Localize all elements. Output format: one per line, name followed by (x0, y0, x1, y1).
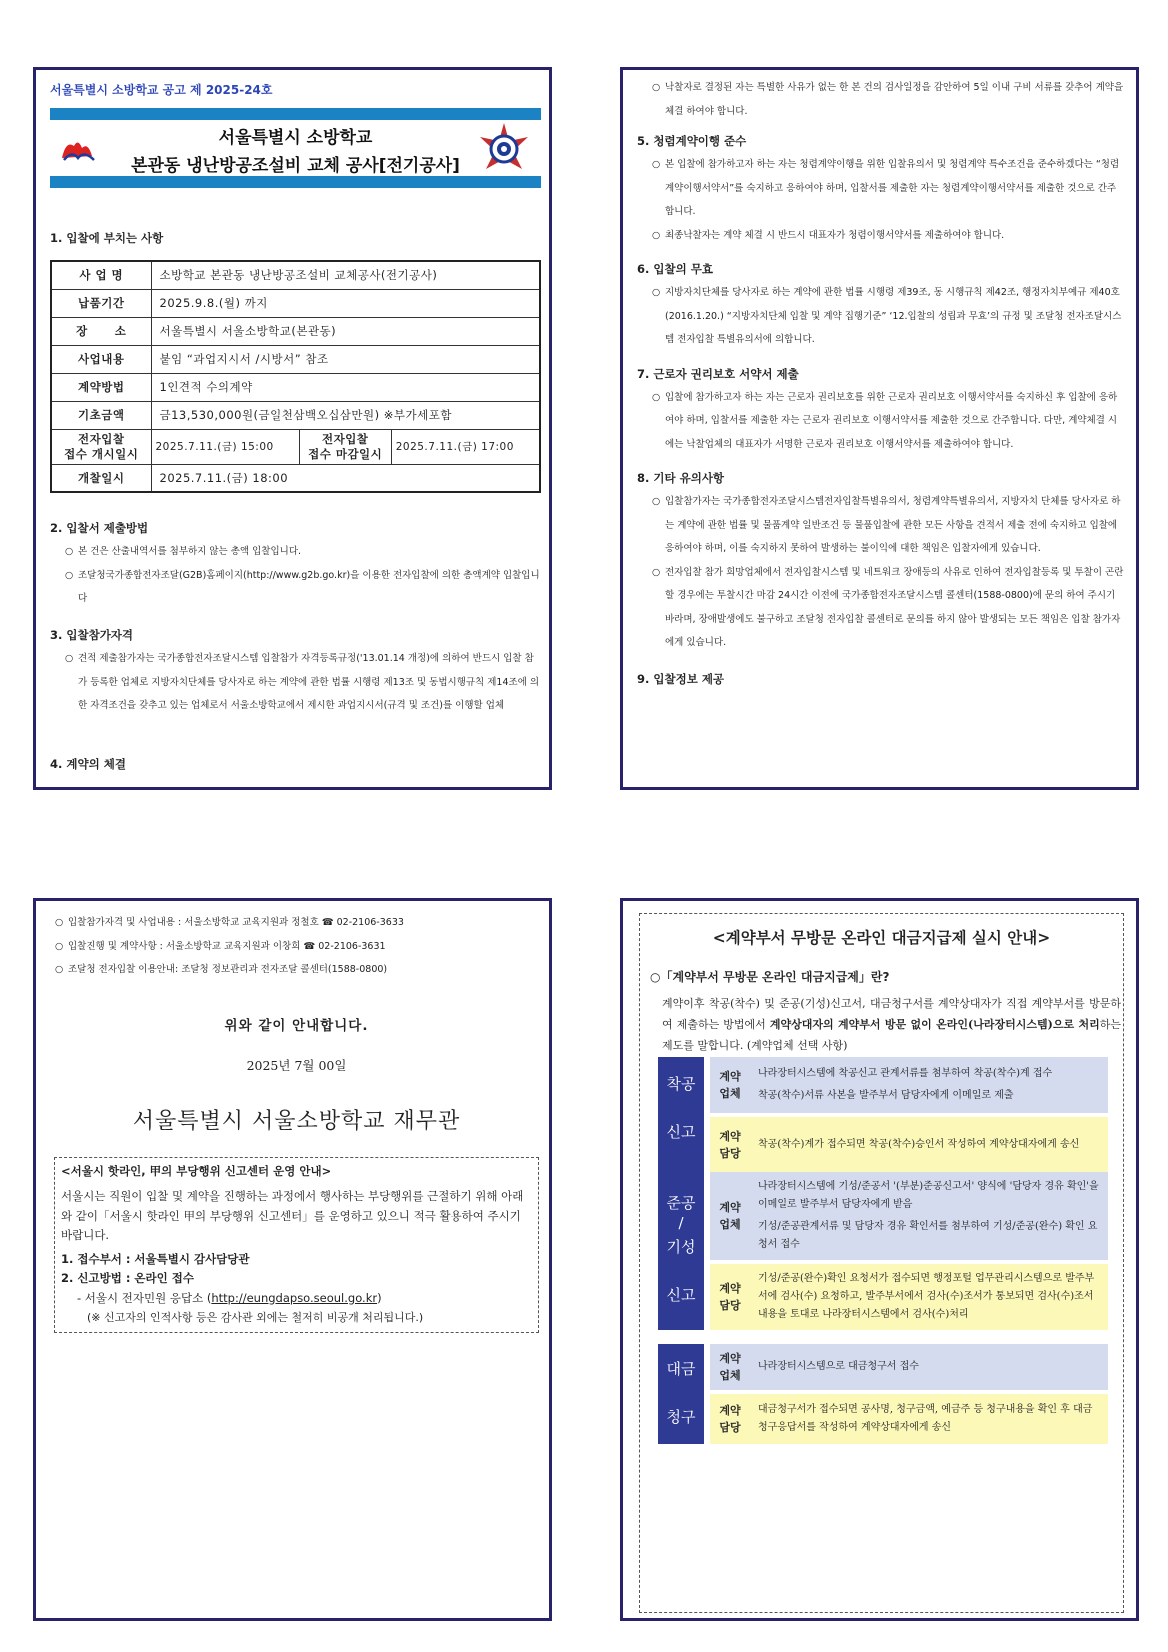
flow-row-text: 착공(착수)서류 사본을 발주부서 담당자에게 이메일로 제출 (758, 1090, 1014, 1101)
table-cell: 1인견적 수의계약 (151, 373, 540, 401)
flow-row-actor: 계약 업체 (719, 1201, 741, 1231)
title-banner (50, 108, 541, 188)
table-row (51, 464, 540, 492)
table-cell: 2025.7.11.(금) 17:00 (391, 429, 540, 464)
fire-emblem-icon (477, 122, 531, 176)
section-4-heading: 4. 계약의 체결 (50, 757, 126, 771)
list-item-text: 입찰참가자는 국가종합전자조달시스템전자입찰특별유의서, 청렴계약특별유의서, 지방자치 단체를 당사자로 하는 계약에 관한 법률 및 물품계약 일반조건 등 물품입찰에 관한 모든 사항을 견적서 제출 전에 숙지하고 입찰에 응하여야 하며, 이를 숙지하지 못하여 발생하는 불이익에 대한 책임은 입찰자에게 있습니다. (665, 496, 1121, 554)
flow-label-text: 신고 (666, 1286, 696, 1304)
contact-text: 입찰진행 및 계약사항 : 서울소방학교 교육지원과 이창희 ☎ 02-2106-3631 (68, 940, 386, 952)
circle-bullet-icon: ○ (65, 569, 74, 581)
circle-bullet-icon: ○ (652, 566, 661, 578)
contact-item (54, 958, 539, 982)
payment-guide-question: ○「계약부서 무방문 온라인 대금지급제」란? (650, 970, 890, 984)
flow-label-text: 신고 (666, 1123, 696, 1141)
contact-text: 조달청 전자입찰 이용안내: 조달청 정보관리과 전자조달 콜센터(1588-0800) (68, 964, 388, 975)
page-3 (33, 898, 552, 1621)
hotline-item-2: 2. 신고방법 : 온라인 접수 (61, 1271, 194, 1285)
table-header-line: 접수 개시일시 (64, 446, 139, 461)
table-cell: 붙임 “과업지시서 /시방서” 참조 (151, 345, 540, 373)
flow-label-text: 청구 (666, 1408, 696, 1426)
flow-group-start (658, 1057, 1108, 1177)
section-5-heading: 5. 청렴계약이행 준수 (637, 134, 747, 148)
flow-row-actor: 계약 담당 (719, 1282, 741, 1312)
flow-row-actor: 계약 업체 (719, 1352, 741, 1382)
circle-bullet-icon: ○ (652, 82, 661, 93)
flow-label-text: 착공 (666, 1075, 696, 1093)
flow-row (710, 1264, 1108, 1330)
table-header-cell: 개찰일시 (51, 464, 151, 492)
contact-item (54, 935, 539, 959)
flow-label-text: 준공 (666, 1194, 696, 1212)
circle-bullet-icon: ○ (652, 391, 661, 403)
flow-row-content (752, 1057, 1108, 1113)
flow-group-payment (658, 1344, 1108, 1446)
list-item (50, 564, 541, 611)
circle-bullet-icon: ○ (652, 159, 661, 170)
table-cell: 서울특별시 서울소방학교(본관동) (151, 317, 540, 345)
flow-label-text: 대금 (666, 1360, 696, 1378)
flow-label-completion (658, 1172, 704, 1330)
circle-bullet-icon: ○ (652, 496, 661, 507)
hotline-link[interactable]: http://eungdapso.seoul.go.kr (211, 1290, 378, 1305)
section-2-heading: 2. 입찰서 제출방법 (50, 521, 149, 535)
table-header-cell: 사업내용 (51, 345, 151, 373)
section-3 (50, 617, 541, 718)
flow-row (710, 1117, 1108, 1173)
table-header-line: 전자입찰 (321, 431, 369, 446)
hotline-item-1: 1. 접수부서 : 서울특별시 감사담당관 (61, 1251, 250, 1266)
table-cell: 2025.7.11.(금) 15:00 (151, 429, 299, 464)
flow-row-actor: 계약 담당 (719, 1130, 741, 1160)
table-header-cell: 기초금액 (51, 401, 151, 429)
page-3-body (54, 911, 539, 1333)
flow-row-content (752, 1394, 1108, 1444)
flow-group-completion (658, 1172, 1108, 1332)
signer-name: 서울특별시 서울소방학교 재무관 (132, 1108, 461, 1134)
table-row (51, 317, 540, 345)
banner-title (50, 124, 541, 180)
list-item-text: 조달청국가종합전자조달(G2B)홈페이지(http://www.g2b.go.kr)을 이용한 전자입찰에 의한 총액계약 입찰입니다 (78, 569, 540, 604)
list-item (637, 490, 1125, 561)
hotline-item-3-text: - 서울시 전자민원 응답소 ( (77, 1290, 212, 1305)
flow-row-content (752, 1264, 1108, 1330)
table-cell: 2025.9.8.(월) 까지 (151, 289, 540, 317)
table-header-cell (51, 429, 151, 464)
hotline-notice-box (54, 1157, 539, 1333)
section-6-heading: 6. 입찰의 무효 (637, 262, 713, 276)
section-3-heading: 3. 입찰참가자격 (50, 628, 134, 642)
table-cell: 소방학교 본관동 냉난방공조설비 교체공사(전기공사) (151, 261, 540, 289)
table-header-cell: 계약방법 (51, 373, 151, 401)
circle-bullet-icon: ○ (55, 917, 64, 928)
table-header-cell: 사 업 명 (51, 261, 151, 289)
hotline-description: 서울시는 직원이 입찰 및 계약을 진행하는 과정에서 행사하는 부당행위를 근절하기 위해 아래와 같이「서울시 핫라인 甲의 부당행위 신고센터」를 운영하고 있으니 적극 활용하여 주시기 바랍니다. (61, 1189, 524, 1242)
flow-row-text: 나라장터시스템으로 대금청구서 접수 (758, 1361, 919, 1372)
flow-row-text: 착공(착수)계가 접수되면 착공(착수)승인서 작성하여 계약상대자에게 송신 (758, 1139, 1080, 1150)
payment-guide-box (639, 913, 1124, 1613)
page-1 (33, 67, 552, 790)
banner-top-bar (50, 108, 541, 120)
section-7-heading: 7. 근로자 권리보호 서약서 제출 (637, 366, 799, 381)
list-item (637, 224, 1125, 248)
circle-bullet-icon: ○ (65, 653, 74, 664)
flow-row (710, 1057, 1108, 1113)
notice-number: 서울특별시 소방학교 공고 제 2025-24호 (50, 83, 273, 97)
closing-statement: 위와 같이 안내합니다. (224, 1017, 369, 1034)
list-item-text: 낙찰자로 결정된 자는 특별한 사유가 없는 한 본 건의 검사일정을 감안하여 5일 이내 구비 서류를 갖추어 계약을 체결 하여야 합니다. (665, 82, 1124, 117)
section-2 (50, 510, 541, 611)
section-8-heading: 8. 기타 유의사항 (637, 471, 725, 485)
hotline-item-3-text-end: ) (377, 1290, 382, 1305)
flow-row (710, 1344, 1108, 1390)
bid-info-table (50, 260, 541, 493)
flow-row-content (752, 1117, 1108, 1173)
circle-bullet-icon: ○ (55, 940, 64, 952)
circle-bullet-icon: ○ (65, 546, 74, 557)
payment-guide-description (662, 993, 1121, 1056)
section-1-heading: 1. 입찰에 부치는 사항 (50, 231, 164, 245)
table-cell: 금13,530,000원(금일천삼백오십삼만원) ※부가세포함 (151, 401, 540, 429)
contact-text: 입찰참가자격 및 사업내용 : 서울소방학교 교육지원과 정철호 ☎ 02-2106-3633 (68, 917, 404, 928)
page-2 (620, 67, 1139, 790)
payment-guide-title: <계약부서 무방문 온라인 대금지급제 실시 안내> (712, 928, 1051, 947)
table-cell: 2025.7.11.(금) 18:00 (151, 464, 540, 492)
table-row (51, 373, 540, 401)
flow-row-content (752, 1344, 1108, 1390)
list-item-text: 본 입찰에 참가하고자 하는 자는 청렴계약이행을 위한 입찰유의서 및 청렴계약 특수조건을 준수하겠다는 “청렴계약이행서약서”를 숙지하고 응하여야 하며, 입찰서를 제출한 자는 청렴계약이행서약서를 제출한 것으로 간주합니다. (665, 159, 1120, 217)
table-header-cell (299, 429, 391, 464)
flow-label-payment (658, 1344, 704, 1444)
flow-row-content (752, 1172, 1108, 1260)
table-row (51, 261, 540, 289)
circle-bullet-icon: ○ (652, 287, 661, 298)
list-item (637, 153, 1125, 224)
page-2-body (637, 76, 1125, 691)
flow-row-text: 나라장터시스템에 착공신고 관계서류를 첨부하여 착공(착수)계 접수 (758, 1068, 1053, 1079)
list-item (50, 647, 541, 718)
desc-part: 하는 제도를 말합니다. (계약업체 선택 사항) (662, 1018, 1121, 1052)
flow-row (710, 1172, 1108, 1260)
list-item (637, 561, 1125, 655)
table-row (51, 401, 540, 429)
section-9-heading: 9. 입찰정보 제공 (637, 671, 725, 686)
table-row (51, 429, 540, 464)
table-header-line: 접수 마감일시 (308, 446, 383, 461)
page-4 (620, 898, 1139, 1621)
list-item (637, 386, 1125, 457)
table-row (51, 289, 540, 317)
list-item (637, 76, 1125, 123)
notice-date: 2025년 7월 00일 (246, 1057, 347, 1073)
flow-row-text: 대금청구서가 접수되면 공사명, 청구금액, 예금주 등 청구내용을 확인 후 대금청구응답서를 작성하여 계약상대자에게 송신 (758, 1404, 1093, 1433)
table-header-cell: 납품기간 (51, 289, 151, 317)
list-item-text: 견적 제출참가자는 국가종합전자조달시스템 입찰참가 자격등록규정('13.01.14 개정)에 의하여 반드시 입찰 참가 등록한 업체로 지방자치단체를 당사자로 하는 계약에 관한 법률 시행령 제13조 및 동법시행규칙 제14조에 의한 자격조건을 갖추고 있는 업체로서 서울소방학교에서 제시한 과업지시서(규격 및 조건)를 이행할 업체 (78, 653, 540, 711)
flow-row-actor: 계약 업체 (719, 1070, 741, 1100)
list-item-text: 지방자치단체를 당사자로 하는 계약에 관한 법률 시행령 제39조, 동 시행규칙 제42조, 행정자치부예규 제40호(2016.1.20.) “지방자치단체 입찰 및 계약 집행기준” ‘12.입찰의 성립과 무효’의 규정 및 조달청 전자조달시스템 전자입찰 특별유의서에 의합니다. (665, 287, 1122, 345)
hotline-item-4: (※ 신고자의 인적사항 등은 감사관 외에는 철저히 비공개 처리됩니다.) (87, 1311, 424, 1324)
hotline-title: <서울시 핫라인, 甲의 부당행위 신고센터 운영 안내> (61, 1163, 332, 1178)
flow-row-text: 나라장터시스템에 기성/준공서 '(부분)준공신고서' 양식에 '담당자 경유 확인'을 이메일로 발주부서 담당자에게 받음 (758, 1181, 1099, 1210)
circle-bullet-icon: ○ (652, 229, 661, 241)
desc-emphasis: 계약상대자의 계약부서 방문 없이 온라인(나라장터시스템)으로 처리 (769, 1018, 1100, 1031)
contact-item (54, 911, 539, 935)
list-item (637, 281, 1125, 352)
flow-row (710, 1394, 1108, 1444)
flow-label-text: / (678, 1214, 684, 1232)
flow-row-text: 기성/준공(완수)확인 요청서가 접수되면 행정포털 업무관리시스템으로 발주부서에 검사(수) 요청하고, 발주부서에서 검사(수)조서가 통보되면 검사(수)조서 내용을 토대로 나라장터시스템에서 검사(수)처리 (758, 1273, 1095, 1320)
hotline-item-3 (61, 1289, 532, 1309)
banner-title-line2: 본관동 냉난방공조설비 교체 공사[전기공사] (131, 156, 460, 176)
list-item-text: 입찰에 참가하고자 하는 자는 근로자 권리보호를 위한 근로자 권리보호 이행서약서를 숙지하신 후 입찰에 응하여야 하며, 입찰서를 제출한 자는 근로자 권리보호 이행서약서를 제출한 것으로 간주합니다. 다만, 계약체결 시에는 낙찰업체의 대표자가 서명한 근로자 권리보호 이행서약서를 제출하여야 합니다. (665, 391, 1118, 450)
list-item-text: 본 건은 산출내역서를 첨부하지 않는 총액 입찰입니다. (78, 546, 302, 557)
banner-title-line1: 서울특별시 소방학교 (218, 128, 373, 148)
flow-label-start (658, 1057, 704, 1173)
table-row (51, 345, 540, 373)
table-header-line: 전자입찰 (78, 431, 125, 446)
flow-row-actor: 계약 담당 (719, 1404, 741, 1434)
circle-bullet-icon: ○ (55, 964, 64, 975)
flow-label-text: 기성 (666, 1238, 696, 1256)
list-item-text: 전자입찰 참가 희망업체에서 전자입찰시스템 및 네트워크 장애등의 사유로 인하여 전자입찰등록 및 투찰이 곤란할 경우에는 투찰시간 마감 24시간 이전에 국가종합전자조달시스템 콜센터(1588-0800)에 문의 하여 주시기 바라며, 장애발생에도 불구하고 조달청 전자입찰 콜센터로 문의를 하지 않아 발생되는 모든 책임은 입찰 참가자에게 있습니다. (665, 566, 1124, 648)
list-item-text: 최종낙찰자는 계약 체결 시 반드시 대표자가 청렴이행서약서를 제출하여야 합니다. (665, 229, 1005, 241)
flow-row-text: 기성/준공관계서류 및 담당자 경유 확인서를 첨부하여 기성/준공(완수) 확인 요청서 접수 (758, 1221, 1098, 1250)
desc-part: 계약이후 착공(착수) 및 준공(기성)신고서, 대금청구서를 계약상대자가 직접 계약부서를 방문하여 제출하는 방법에서 (662, 997, 1121, 1031)
list-item (50, 540, 541, 564)
table-header-cell: 장 소 (51, 317, 151, 345)
